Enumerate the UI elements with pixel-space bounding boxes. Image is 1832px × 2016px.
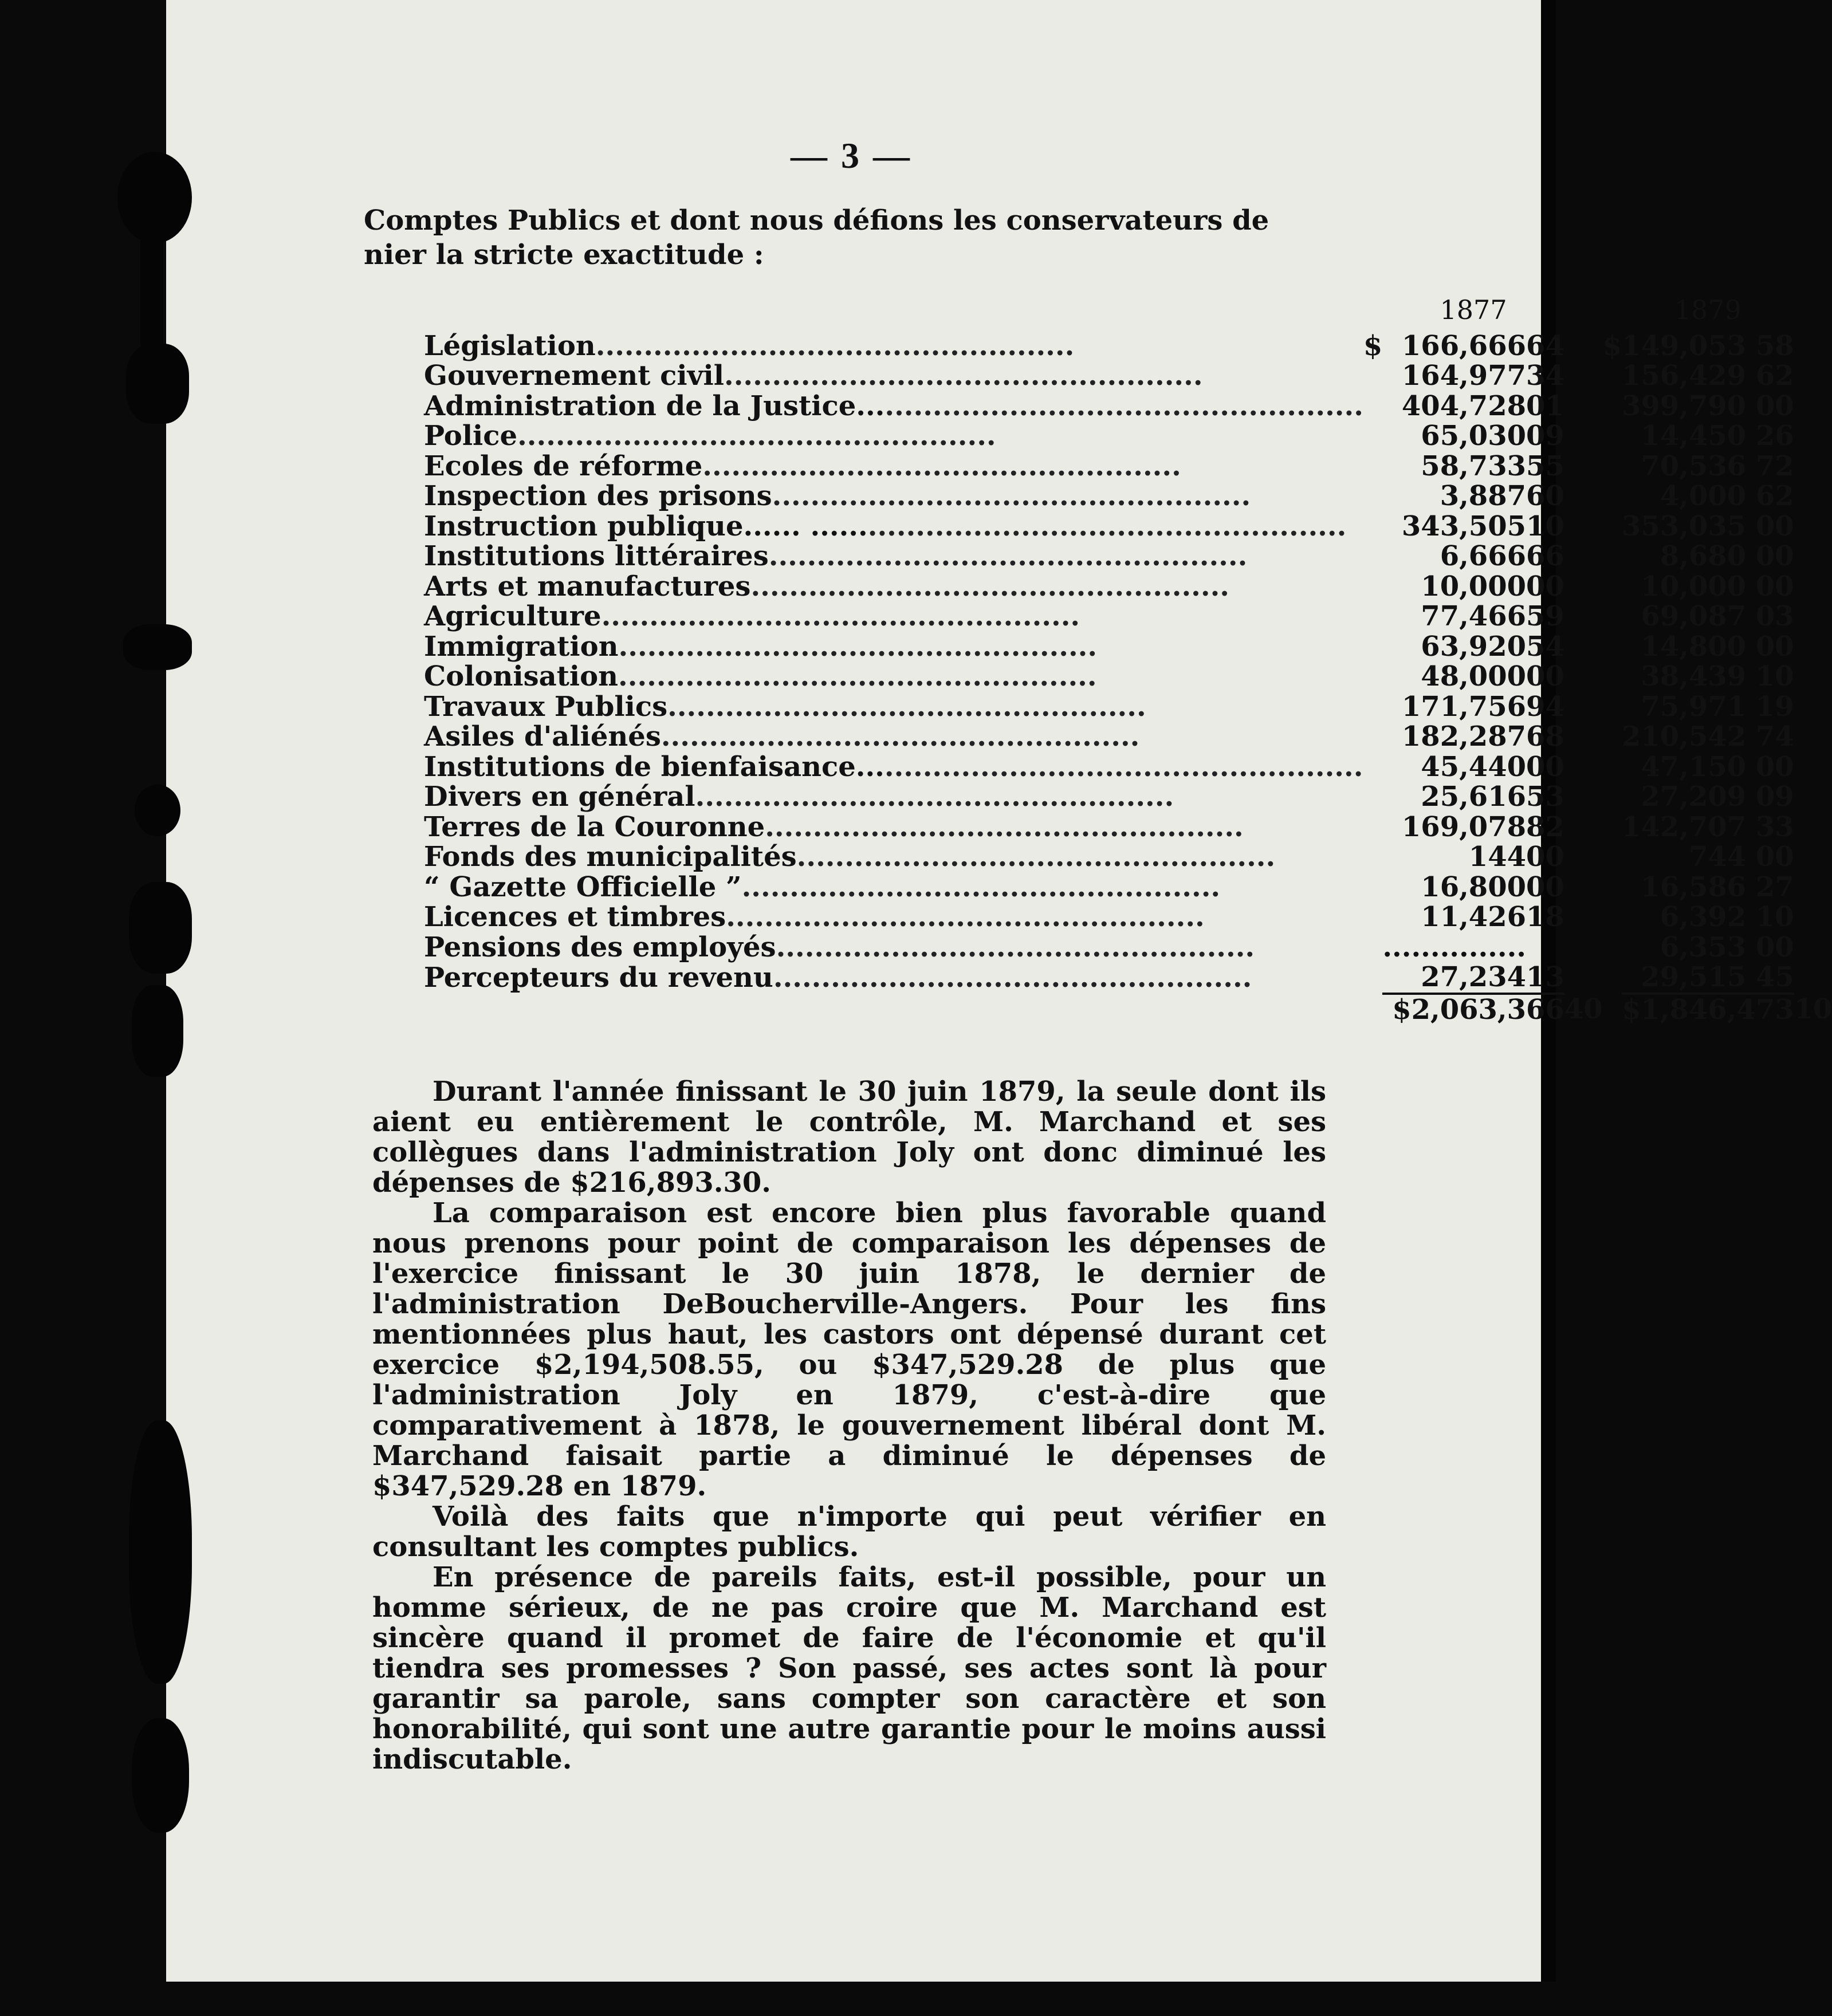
spacer <box>1564 361 1603 391</box>
amount-1879: 149,053 <box>1622 329 1747 362</box>
row-label-text: Institutions de bienfaisance... <box>424 750 884 783</box>
leader-dots: .................................................. <box>726 901 1205 933</box>
row-label <box>424 391 1363 422</box>
spacer <box>1564 451 1603 482</box>
row-label-text: Colonisation <box>424 660 619 692</box>
row-label-text: Instruction publique...... ...... <box>424 510 868 542</box>
amount-1877: 171,756 <box>1401 690 1526 723</box>
table-row <box>424 782 1832 812</box>
row-label-text: Institutions littéraires <box>424 540 769 572</box>
currency-sign <box>1363 662 1382 692</box>
row-label <box>424 932 1363 963</box>
currency-sign <box>1363 692 1382 722</box>
table-row <box>424 842 1832 872</box>
amount-1879: 8,680 <box>1660 540 1747 572</box>
currency-sign <box>1363 451 1382 482</box>
total-1877-cents: 40 <box>1564 993 1603 1025</box>
spacer <box>1564 481 1603 511</box>
row-label-text: “ Gazette Officielle ” <box>424 871 742 903</box>
leader-dots: .................................................. <box>884 750 1363 783</box>
row-label <box>424 481 1363 511</box>
spacer <box>1564 872 1603 903</box>
cents-1879: 26 <box>1755 420 1794 452</box>
cents-1877: 68 <box>1526 720 1564 753</box>
total-label <box>424 994 1363 1025</box>
table-row <box>424 692 1832 722</box>
leader-dots: .................................................. <box>768 540 1248 572</box>
page-number: — 3 — <box>791 135 912 176</box>
currency-sign <box>1603 842 1622 872</box>
currency-sign <box>1603 451 1622 482</box>
leader-dots: .................................................. <box>772 480 1251 512</box>
spacer <box>1564 662 1603 692</box>
amount-1879: 27,209 <box>1641 781 1747 813</box>
table-body <box>424 331 1832 1025</box>
leader-dots: .................................................. <box>724 360 1203 392</box>
currency-sign <box>1603 722 1622 752</box>
leader-dots: .................................................. <box>796 841 1276 873</box>
paragraph: La comparaison est encore bien plus favorable quand nous prenons pour point de comparaison les dépenses de l'exercice finissant le 30 juin 1878, le dernier de l'administration DeBoucherville-Angers. Pour les fins mentionnées plus haut, les castors ont dépensé durant cet exercice $2,194,508.55, ou $347,529.28 de plus que l'administration Joly en 1879, c'est-à-dire que comparativement à 1878, le gouvernement libéral dont M. Marchand faisait partie a diminué le dépenses de $347,529.28 en 1879. <box>372 1197 1326 1502</box>
amount-1879: 14,800 <box>1641 630 1747 663</box>
table-row <box>424 872 1832 903</box>
amount-1879: 156,429 <box>1622 360 1747 392</box>
cents-1877: 18 <box>1526 901 1564 933</box>
cents-1879: 74 <box>1755 720 1794 753</box>
cents-1879: 45 <box>1746 962 1794 994</box>
cents-1879: 00 <box>1755 931 1794 963</box>
cents-1879: 27 <box>1755 871 1794 903</box>
cents-1877: 64 <box>1526 329 1564 362</box>
leader-dots: .................................................. <box>517 420 996 452</box>
spine-blob <box>123 624 192 670</box>
column-header-1877: 1877 <box>1440 294 1507 325</box>
amount-1879: 29,515 <box>1622 962 1746 994</box>
amount-1877: 45,440 <box>1421 750 1526 783</box>
row-label-text: Fonds des municipalités <box>424 841 797 873</box>
total-1879: $1,846,473 <box>1622 993 1794 1026</box>
amount-1877: 11,426 <box>1421 901 1526 933</box>
expenditure-table <box>424 295 1832 1025</box>
cents-1877: 59 <box>1526 600 1564 632</box>
spine-blob <box>140 241 163 355</box>
row-label <box>424 421 1363 451</box>
spacer <box>1564 932 1603 963</box>
total-1877: $2,063,366 <box>1392 993 1564 1026</box>
currency-sign <box>1363 782 1382 812</box>
currency-sign <box>1603 692 1622 722</box>
spacer <box>1564 572 1603 602</box>
table-row <box>424 601 1832 632</box>
leader-dots: .................................................. <box>667 690 1146 723</box>
currency-sign <box>1603 752 1622 782</box>
body-text <box>372 1077 1326 1775</box>
cents-1879: 00 <box>1755 540 1794 572</box>
spacer <box>1564 421 1603 451</box>
amount-1877: 27,234 <box>1382 962 1526 994</box>
amount-1879: 6,392 <box>1660 901 1747 933</box>
cents-1877: 60 <box>1526 480 1564 512</box>
currency-sign <box>1363 511 1382 542</box>
spine-blob <box>135 785 180 836</box>
cents-1879: 10 <box>1755 901 1794 933</box>
leader-dots: .................................................. <box>618 630 1098 663</box>
amount-1877: 343,505 <box>1401 510 1526 542</box>
currency-sign <box>1363 601 1382 632</box>
row-label-text: Administration de la Justice... <box>424 389 885 422</box>
amount-1879: 4,000 <box>1660 480 1747 512</box>
row-label-text: Pensions des employés <box>424 931 776 963</box>
cents-1877: 66 <box>1526 540 1564 572</box>
row-label-text: Gouvernement civil <box>424 360 724 392</box>
spine-blob <box>129 1420 192 1684</box>
row-label <box>424 722 1363 752</box>
spacer <box>1564 842 1603 872</box>
leader-dots: .................................................. <box>867 510 1347 542</box>
cents-1877: 00 <box>1526 841 1564 873</box>
currency-sign <box>1603 481 1622 511</box>
total-1879-cents: 10 <box>1794 993 1832 1025</box>
amount-1877: 10,000 <box>1421 570 1526 603</box>
cents-1879: 00 <box>1755 570 1794 603</box>
spacer <box>1564 331 1603 361</box>
row-label-text: Travaux Publics <box>424 690 668 723</box>
spine-blob <box>132 985 183 1077</box>
cents-1877: 53 <box>1526 781 1564 813</box>
row-label <box>424 632 1363 662</box>
amount-1879: 399,790 <box>1622 389 1747 422</box>
currency-sign <box>1603 812 1622 842</box>
amount-1877: 144 <box>1468 841 1526 873</box>
spine-blob <box>132 1718 189 1833</box>
cents-1879: 10 <box>1755 660 1794 692</box>
table-row <box>424 932 1832 963</box>
table-row <box>424 722 1832 752</box>
leader-dots: .................................................. <box>765 810 1244 843</box>
currency-sign: $ <box>1602 329 1622 362</box>
cents-1877: 00 <box>1526 570 1564 603</box>
row-label <box>424 451 1363 482</box>
row-label <box>424 962 1363 994</box>
spacer <box>1564 391 1603 422</box>
leader-dots: .................................................. <box>702 450 1181 482</box>
amount-1879: 47,150 <box>1641 750 1747 783</box>
cents-1879: 03 <box>1755 600 1794 632</box>
cents-1879: 00 <box>1755 510 1794 542</box>
table-row <box>424 511 1832 542</box>
currency-sign <box>1363 872 1382 903</box>
row-label <box>424 902 1363 932</box>
amount-1877: 182,287 <box>1401 720 1526 753</box>
column-header-1879: 1879 <box>1674 294 1741 325</box>
table-row <box>424 331 1832 361</box>
spacer <box>1603 994 1622 1025</box>
leader-dots: .................................................. <box>695 781 1174 813</box>
amount-1879: 210,542 <box>1622 720 1747 753</box>
paragraph: Voilà des faits que n'importe qui peut vérifier en consultant les comptes publics. <box>372 1501 1326 1563</box>
row-label <box>424 361 1363 391</box>
row-label <box>424 511 1363 542</box>
spacer <box>1564 722 1603 752</box>
currency-sign <box>1603 361 1622 391</box>
row-label <box>424 752 1363 782</box>
cents-1879: 62 <box>1755 480 1794 512</box>
currency-sign: $ <box>1363 329 1383 362</box>
amount-1877: 164,977 <box>1401 360 1526 392</box>
currency-sign <box>1363 842 1382 872</box>
row-label <box>424 872 1363 903</box>
cents-1879: 58 <box>1755 329 1794 362</box>
amount-1879: 38,439 <box>1641 660 1747 692</box>
row-label <box>424 812 1363 842</box>
currency-sign <box>1363 962 1382 994</box>
row-label <box>424 662 1363 692</box>
cents-1877: 82 <box>1526 810 1564 843</box>
currency-sign <box>1363 932 1382 963</box>
amount-1879: 353,035 <box>1622 510 1747 542</box>
currency-sign <box>1363 722 1382 752</box>
table-row <box>424 662 1832 692</box>
currency-sign <box>1603 572 1622 602</box>
currency-sign <box>1363 572 1382 602</box>
currency-sign <box>1363 421 1382 451</box>
leader-dots: .................................................. <box>750 570 1229 603</box>
leader-dots: .................................................. <box>776 931 1255 963</box>
currency-sign <box>1603 601 1622 632</box>
cents-1877: 34 <box>1526 360 1564 392</box>
amount-1877: 58,733 <box>1421 450 1526 482</box>
intro-text: Comptes Publics et dont nous défions les conservateurs de nier la stricte exactitude : <box>364 204 1269 271</box>
cents-1879: 62 <box>1755 360 1794 392</box>
row-label <box>424 692 1363 722</box>
currency-sign <box>1603 391 1622 422</box>
row-label-text: Licences et timbres <box>424 901 726 933</box>
cents-1879: 00 <box>1755 389 1794 422</box>
cents-1877: 94 <box>1526 690 1564 723</box>
row-label-text: Police <box>424 420 518 452</box>
currency-sign <box>1603 511 1622 542</box>
amount-1877: 16,800 <box>1421 871 1526 903</box>
cents-1877: 00 <box>1526 660 1564 692</box>
cents-1877: 13 <box>1526 961 1564 993</box>
leader-dots: .................................................. <box>741 871 1221 903</box>
paragraph: En présence de pareils faits, est-il possible, pour un homme sérieux, de ne pas croire que M. Marchand est sincère quand il promet de faire de l'économie et qu'il tiendra ses promesses ? Son passé, ses actes sont là pour garantir sa parole, sans compter son caractère et son honorabilité, qui sont une autre garantie pour le moins aussi indiscutable. <box>372 1561 1326 1775</box>
spine-blob <box>129 882 192 974</box>
row-label-text: Inspection des prisons <box>424 480 772 512</box>
table-row <box>424 421 1832 451</box>
amount-1877: 77,466 <box>1421 600 1526 632</box>
amount-1879: 744 <box>1688 841 1747 873</box>
currency-sign <box>1363 902 1382 932</box>
total-row <box>424 994 1832 1025</box>
table-row <box>424 451 1832 482</box>
leader-dots: .................................................. <box>661 720 1140 753</box>
amount-1877: 65,030 <box>1421 420 1526 452</box>
spacer <box>1564 752 1603 782</box>
cents-1879: 00 <box>1755 750 1794 783</box>
table-row <box>424 391 1832 422</box>
row-label-text: Immigration <box>424 630 619 663</box>
cents-1877: 54 <box>1526 630 1564 663</box>
currency-sign <box>1363 481 1382 511</box>
row-label-text: Terres de la Couronne <box>424 810 765 843</box>
table-row <box>424 632 1832 662</box>
spacer <box>1564 962 1603 994</box>
leader-dots: .................................................. <box>595 329 1075 362</box>
currency-sign <box>1603 962 1622 994</box>
currency-sign <box>1363 632 1382 662</box>
currency-sign <box>1363 391 1382 422</box>
currency-sign <box>1363 361 1382 391</box>
currency-sign <box>1363 541 1382 572</box>
table-row <box>424 752 1832 782</box>
cents-1879: 72 <box>1755 450 1794 482</box>
row-label <box>424 842 1363 872</box>
cents-1879: 33 <box>1755 810 1794 843</box>
amount-1877: 48,000 <box>1421 660 1526 692</box>
table-row <box>424 481 1832 511</box>
cents-1877: 55 <box>1526 450 1564 482</box>
amount-1879: 10,000 <box>1641 570 1747 603</box>
spacer <box>1564 902 1603 932</box>
currency-sign <box>1603 902 1622 932</box>
leader-dots: .................................................. <box>601 600 1080 632</box>
spacer <box>1564 541 1603 572</box>
amount-1877: ............... <box>1382 931 1526 963</box>
spacer <box>1564 601 1603 632</box>
row-label-text: Percepteurs du revenu <box>424 962 773 994</box>
cents-1877: 09 <box>1526 420 1564 452</box>
row-label <box>424 782 1363 812</box>
amount-1877: 169,078 <box>1401 810 1526 843</box>
row-label-text: Ecoles de réforme <box>424 450 703 482</box>
paragraph: Durant l'année finissant le 30 juin 1879, la seule dont ils aient eu entièrement le contrôle, M. Marchand et ses collègues dans l'administration Joly ont donc diminué les dépenses de $216,893.30. <box>372 1076 1326 1199</box>
row-label-text: Asiles d'aliénés <box>424 720 661 753</box>
spacer <box>1564 632 1603 662</box>
cents-1877: 10 <box>1526 510 1564 542</box>
currency-sign <box>1363 812 1382 842</box>
currency-sign <box>1603 421 1622 451</box>
row-label <box>424 331 1363 361</box>
leader-dots: .................................................. <box>773 962 1252 994</box>
amount-1877: 6,666 <box>1440 540 1526 572</box>
cents-1879: 00 <box>1755 841 1794 873</box>
currency-sign <box>1603 632 1622 662</box>
spacer <box>1564 692 1603 722</box>
amount-1877: 166,666 <box>1401 329 1526 362</box>
amount-1879: 75,971 <box>1641 690 1747 723</box>
amount-1877: 63,920 <box>1421 630 1526 663</box>
row-label-text: Législation <box>424 329 596 362</box>
leader-dots: .................................................. <box>884 389 1363 422</box>
amount-1879: 142,707 <box>1622 810 1747 843</box>
table-row <box>424 902 1832 932</box>
currency-sign <box>1603 541 1622 572</box>
amount-1879: 70,536 <box>1641 450 1747 482</box>
cents-1877: 00 <box>1526 871 1564 903</box>
table-row <box>424 541 1832 572</box>
cents-1879: 09 <box>1755 781 1794 813</box>
table-row <box>424 361 1832 391</box>
cents-1877 <box>1526 932 1564 963</box>
currency-sign <box>1603 872 1622 903</box>
cents-1879: 00 <box>1755 630 1794 663</box>
amount-1879: 6,353 <box>1660 931 1747 963</box>
spine-blob <box>126 344 189 424</box>
row-label-text: Divers en général <box>424 781 695 813</box>
table-row <box>424 812 1832 842</box>
amount-1877: 3,887 <box>1440 480 1526 512</box>
spine-blob <box>117 152 192 243</box>
row-label <box>424 572 1363 602</box>
row-label-text: Agriculture <box>424 600 602 632</box>
spacer <box>1564 812 1603 842</box>
leader-dots: .................................................. <box>618 660 1097 692</box>
table-row <box>424 572 1832 602</box>
currency-sign <box>1603 662 1622 692</box>
currency-sign <box>1363 752 1382 782</box>
spacer <box>1564 782 1603 812</box>
amount-1879: 14,450 <box>1641 420 1747 452</box>
amount-1879: 16,586 <box>1641 871 1747 903</box>
cents-1879: 19 <box>1755 690 1794 723</box>
cents-1877: 01 <box>1526 389 1564 422</box>
row-label-text: Arts et manufactures <box>424 570 751 603</box>
cents-1877: 00 <box>1526 750 1564 783</box>
row-label <box>424 601 1363 632</box>
currency-sign <box>1603 782 1622 812</box>
amount-1879: 69,087 <box>1641 600 1747 632</box>
currency-sign <box>1603 932 1622 963</box>
spacer <box>1564 511 1603 542</box>
row-label <box>424 541 1363 572</box>
amount-1877: 25,616 <box>1421 781 1526 813</box>
table-row <box>424 962 1832 994</box>
amount-1877: 404,728 <box>1401 389 1526 422</box>
